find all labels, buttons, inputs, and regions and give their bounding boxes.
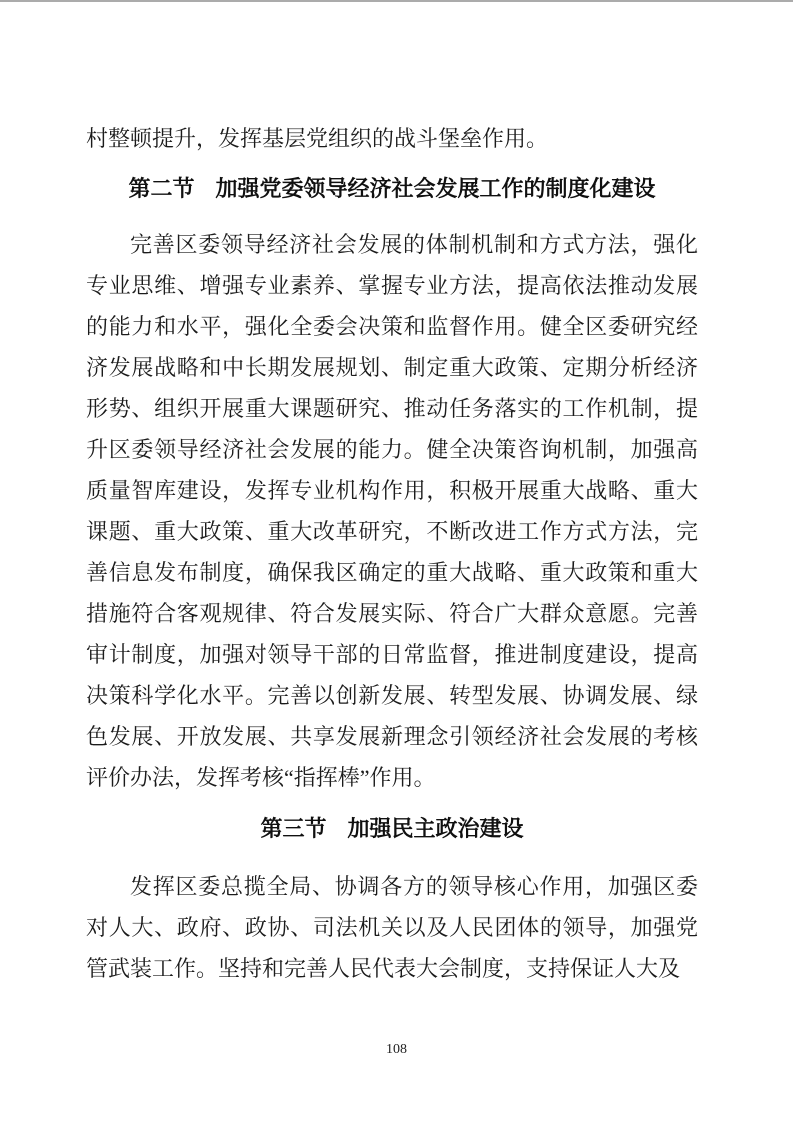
section-3-number: 第三节 <box>260 816 327 841</box>
section-2-number: 第二节 <box>128 176 195 201</box>
section-heading-3 <box>86 808 698 849</box>
section-2-paragraph: 完善区委领导经济社会发展的体制机制和方式方法，强化专业思维、增强专业素养、掌握专业方法，提高依法推动发展的能力和水平，强化全委会决策和监督作用。健全区委研究经济发展战略和中长期发展规划、制定重大政策、定期分析经济形势、组织开展重大课题研究、推动任务落实的工作机制，提升区委领导经济社会发展的能力。健全决策咨询机制，加强高质量智库建设，发挥专业机构作用，积极开展重大战略、重大课题、重大政策、重大改革研究，不断改进工作方式方法，完善信息发布制度，确保我区确定的重大战略、重大政策和重大措施符合客观规律、符合发展实际、符合广大群众意愿。完善审计制度，加强对领导干部的日常监督，推进制度建设，提高决策科学化水平。完善以创新发展、转型发展、协调发展、绿色发展、开放发展、共享发展新理念引领经济社会发展的考核评价办法，发挥考核“指挥棒”作用。 <box>86 232 698 790</box>
section-2-title: 加强党委领导经济社会发展工作的制度化建设 <box>215 176 656 201</box>
section-heading-2 <box>86 168 698 209</box>
section-3-title: 加强民主政治建设 <box>347 816 524 841</box>
section-3-paragraph: 发挥区委总揽全局、协调各方的领导核心作用，加强区委对人大、政府、政协、司法机关以及人民团体的领导，加强党管武装工作。坚持和完善人民代表大会制度，支持保证人大及 <box>86 874 698 981</box>
page-number: 108 <box>386 1042 407 1057</box>
paragraph-continuation: 村整顿提升，发挥基层党组织的战斗堡垒作用。 <box>86 126 549 151</box>
page-content <box>86 118 698 989</box>
